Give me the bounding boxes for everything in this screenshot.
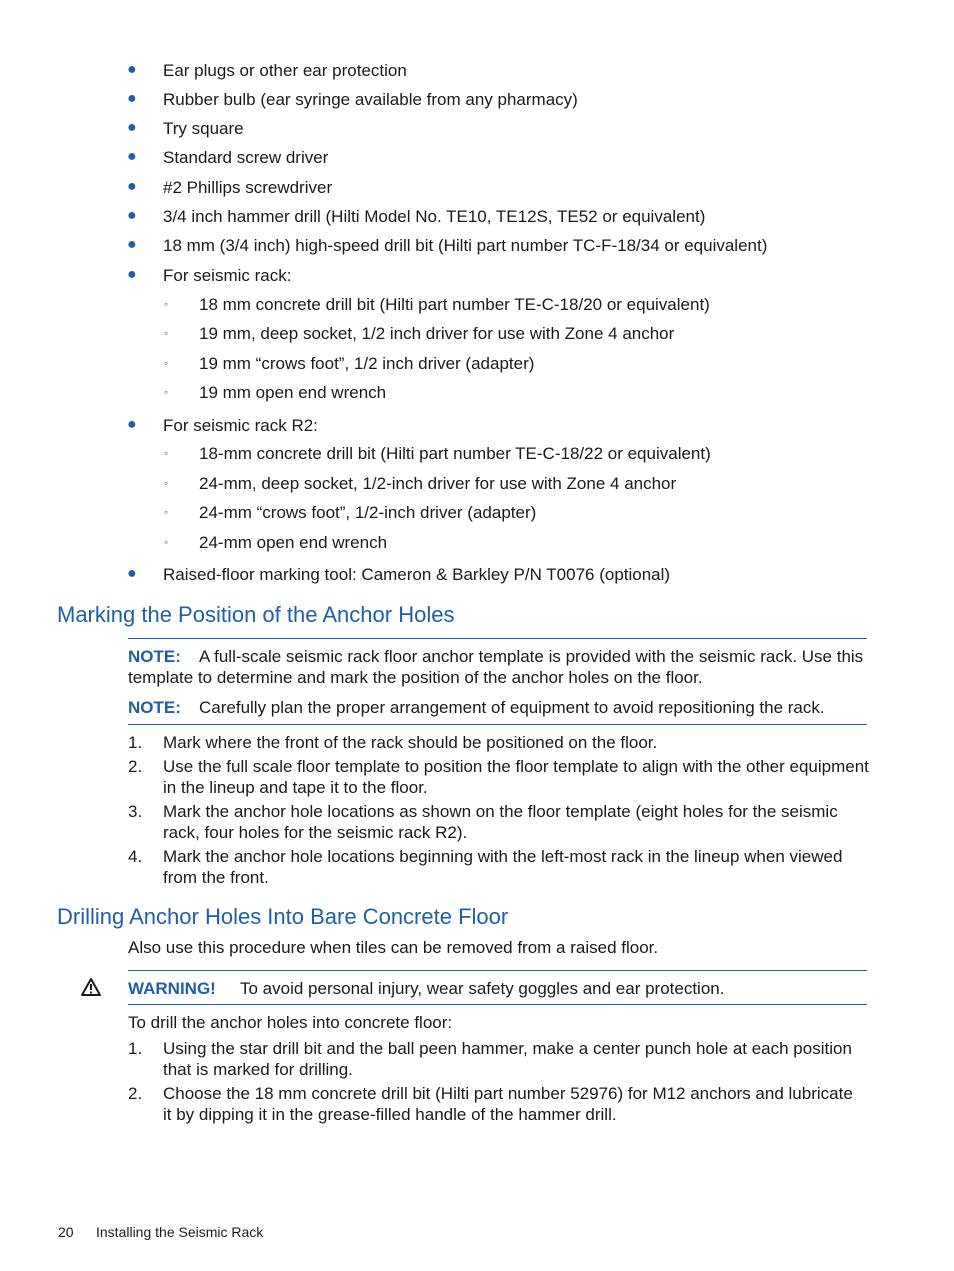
step-text-continued: in the lineup and tape it to the floor.: [163, 778, 428, 797]
step-number: 2.: [128, 757, 143, 776]
bullet: ●: [127, 61, 137, 78]
warning-rule-top: [128, 970, 867, 971]
sub-bullet: ◦: [164, 476, 169, 490]
sub-bullet: ◦: [164, 297, 169, 311]
list-item: #2 Phillips screwdriver: [163, 178, 333, 197]
note-label: NOTE:: [128, 647, 181, 666]
bullet: ●: [127, 207, 137, 224]
note-text: A full-scale seismic rack floor anchor template is provided with the seismic rack. Use this: [199, 647, 864, 666]
bullet: ●: [127, 236, 137, 253]
sub-bullet: ◦: [164, 535, 169, 549]
list-item: Ear plugs or other ear protection: [163, 61, 407, 80]
step-text: Using the star drill bit and the ball peen hammer, make a center punch hole at each position: [163, 1039, 852, 1058]
sub-list-item: 19 mm “crows foot”, 1/2 inch driver (adapter): [199, 354, 535, 373]
sub-list-item: 19 mm, deep socket, 1/2 inch driver for use with Zone 4 anchor: [199, 324, 675, 343]
section-rule: [128, 638, 867, 639]
note-rule: [128, 724, 867, 725]
bullet: ●: [127, 119, 137, 136]
step-text: Mark the anchor hole locations beginning with the left-most rack in the lineup when viewed: [163, 847, 843, 866]
sub-list-item: 18-mm concrete drill bit (Hilti part number TE-C-18/22 or equivalent): [199, 444, 711, 463]
step-number: 2.: [128, 1084, 143, 1103]
page-number: 20: [58, 1224, 74, 1240]
section-heading-marking: Marking the Position of the Anchor Holes: [57, 602, 455, 627]
list-item-seismic-rack-r2: For seismic rack R2:: [163, 416, 318, 435]
intro-text: Also use this procedure when tiles can be removed from a raised floor.: [128, 938, 659, 957]
list-item: 18 mm (3/4 inch) high-speed drill bit (Hilti part number TC-F-18/34 or equivalent): [163, 236, 768, 255]
bullet: ●: [127, 266, 137, 283]
step-text: Choose the 18 mm concrete drill bit (Hilti part number 52976) for M12 anchors and lubricate: [163, 1084, 853, 1103]
note-label: NOTE:: [128, 698, 181, 717]
step-text-continued: from the front.: [163, 868, 269, 887]
warning-triangle-icon: [80, 977, 102, 997]
section-heading-drilling: Drilling Anchor Holes Into Bare Concrete Floor: [57, 904, 509, 929]
sub-bullet: ◦: [164, 356, 169, 370]
bullet: ●: [127, 148, 137, 165]
list-item: 3/4 inch hammer drill (Hilti Model No. TE10, TE12S, TE52 or equivalent): [163, 207, 706, 226]
sub-bullet: ◦: [164, 505, 169, 519]
step-text-continued: it by dipping it in the grease-filled handle of the hammer drill.: [163, 1105, 617, 1124]
warning-rule-bottom: [128, 1004, 867, 1005]
step-text-continued: rack, four holes for the seismic rack R2).: [163, 823, 468, 842]
sub-list-item: 18 mm concrete drill bit (Hilti part number TE-C-18/20 or equivalent): [199, 295, 710, 314]
sub-list-item: 24-mm “crows foot”, 1/2-inch driver (adapter): [199, 503, 537, 522]
step-text-continued: that is marked for drilling.: [163, 1060, 353, 1079]
bullet: ●: [127, 178, 137, 195]
bullet: ●: [127, 416, 137, 433]
sub-list-item: 19 mm open end wrench: [199, 383, 387, 402]
sub-list-item: 24-mm open end wrench: [199, 533, 388, 552]
step-text: Use the full scale floor template to position the floor template to align with the other equipment: [163, 757, 869, 776]
warning-text: To avoid personal injury, wear safety goggles and ear protection.: [240, 979, 725, 998]
list-item: Rubber bulb (ear syringe available from any pharmacy): [163, 90, 578, 109]
sub-bullet: ◦: [164, 385, 169, 399]
step-number: 4.: [128, 847, 143, 866]
step-text: Mark the anchor hole locations as shown on the floor template (eight holes for the seismic: [163, 802, 838, 821]
sub-bullet: ◦: [164, 326, 169, 340]
bullet: ●: [127, 565, 137, 582]
step-number: 1.: [128, 733, 143, 752]
sub-bullet: ◦: [164, 446, 169, 460]
bullet: ●: [127, 90, 137, 107]
step-number: 1.: [128, 1039, 143, 1058]
step-number: 3.: [128, 802, 143, 821]
step-text: Mark where the front of the rack should be positioned on the floor.: [163, 733, 658, 752]
list-item: Raised-floor marking tool: Cameron & Barkley P/N T0076 (optional): [163, 565, 671, 584]
note-text: Carefully plan the proper arrangement of equipment to avoid repositioning the rack.: [199, 698, 825, 717]
warning-label: WARNING!: [128, 979, 216, 998]
procedure-lead: To drill the anchor holes into concrete floor:: [128, 1013, 453, 1032]
list-item: Try square: [163, 119, 244, 138]
list-item: Standard screw driver: [163, 148, 329, 167]
note-text-continued: template to determine and mark the position of the anchor holes on the floor.: [128, 668, 703, 687]
footer-chapter-title: Installing the Seismic Rack: [96, 1224, 264, 1240]
list-item-seismic-rack: For seismic rack:: [163, 266, 292, 285]
sub-list-item: 24-mm, deep socket, 1/2-inch driver for use with Zone 4 anchor: [199, 474, 677, 493]
